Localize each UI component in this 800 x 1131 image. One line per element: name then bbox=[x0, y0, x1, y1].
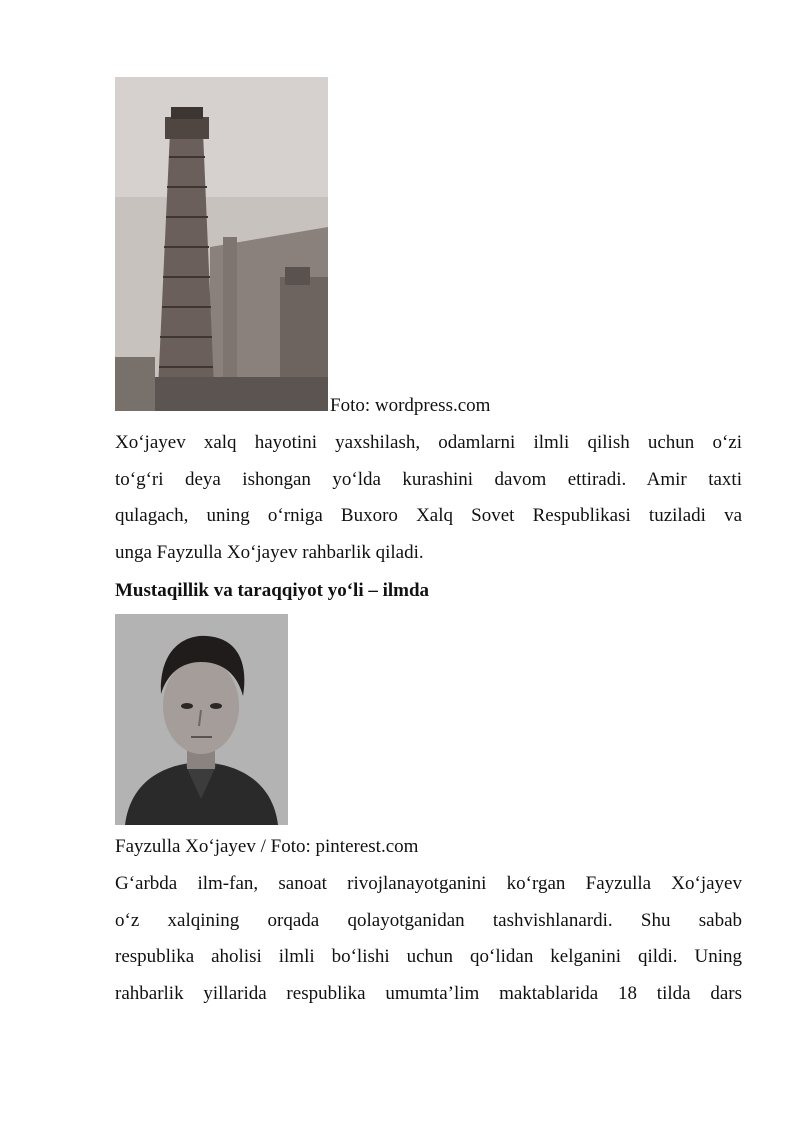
paragraph-2-line: respublika aholisi ilmli bo‘lishi uchun qo‘lidan kelganini qildi. Uning bbox=[115, 946, 742, 967]
figure2-caption: Fayzulla Xo‘jayev / Foto: pinterest.com bbox=[115, 836, 419, 857]
portrait-illustration bbox=[115, 614, 288, 825]
minaret-photo bbox=[115, 77, 328, 411]
section-heading: Mustaqillik va taraqqiyot yo‘li – ilmda bbox=[115, 580, 430, 601]
portrait-photo bbox=[115, 614, 288, 825]
minaret-illustration bbox=[115, 77, 328, 411]
paragraph-1-line: Xo‘jayev xalq hayotini yaxshilash, odamlarni ilmli qilish uchun o‘zi bbox=[115, 432, 742, 453]
paragraph-1-line: unga Fayzulla Xo‘jayev rahbarlik qiladi. bbox=[115, 541, 424, 563]
paragraph-1-line: to‘g‘ri deya ishongan yo‘lda kurashini davom ettiradi. Amir taxti bbox=[115, 468, 742, 490]
paragraph-2-line: G‘arbda ilm-fan, sanoat rivojlanayotganini ko‘rgan Fayzulla Xo‘jayev bbox=[115, 873, 742, 894]
paragraph-1 bbox=[115, 425, 742, 571]
paragraph-2-line: rahbarlik yillarida respublika umumta’lim maktablarida 18 tilda dars bbox=[115, 982, 742, 1004]
paragraph-2 bbox=[115, 866, 742, 1012]
figure1-caption: Foto: wordpress.com bbox=[330, 395, 491, 416]
paragraph-2-line: o‘z xalqining orqada qolayotganidan tashvishlanardi. Shu sabab bbox=[115, 909, 742, 931]
paragraph-1-line: qulagach, uning o‘rniga Buxoro Xalq Sovet Respublikasi tuziladi va bbox=[115, 505, 742, 526]
